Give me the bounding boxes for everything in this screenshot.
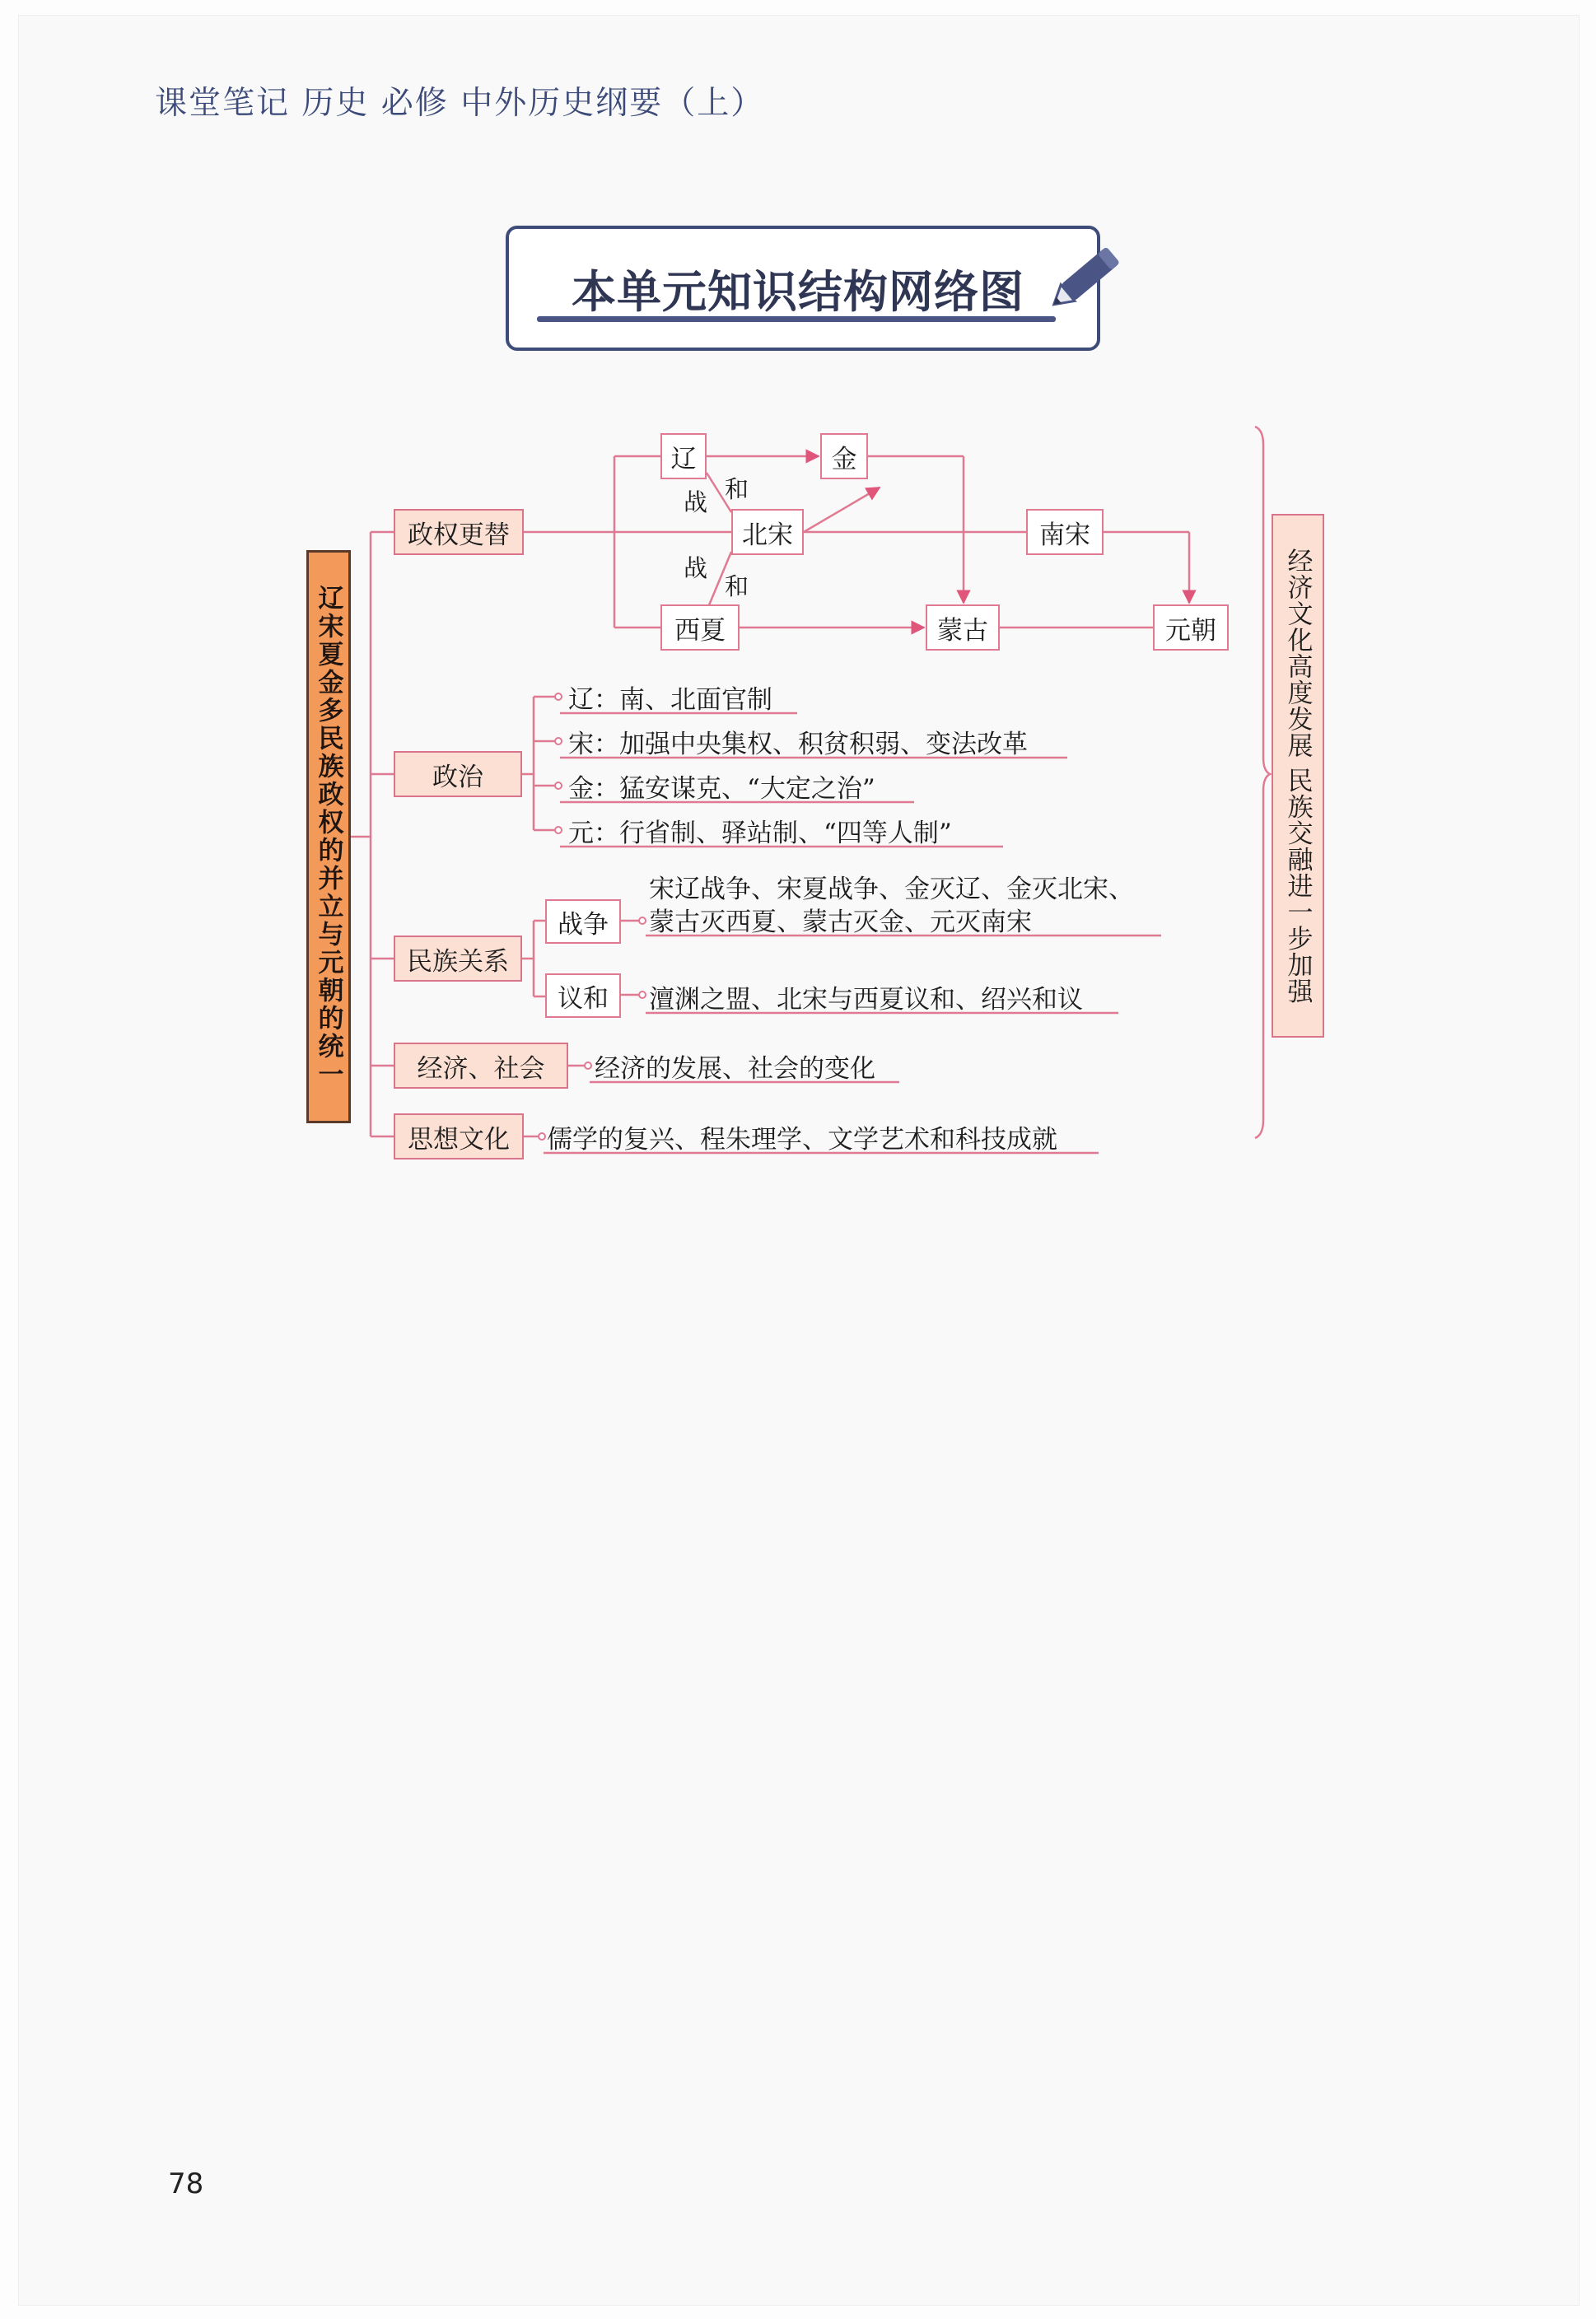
main-topic-box [306,550,351,1123]
node-liao: 辽 [660,433,707,479]
ethnic-war-text-line2: 蒙古灭西夏、蒙古灭金、元灭南宋 [649,908,1032,937]
politics-item-jin: 金：猛安谋克、“大定之治” [568,774,875,804]
economy-text: 经济的发展、社会的变化 [595,1054,875,1084]
politics-item-liao: 辽：南、北面官制 [568,685,772,715]
node-xixia: 西夏 [660,604,740,651]
ethnic-war-box: 战争 [545,899,621,944]
category-regime: 政权更替 [394,509,524,555]
ethnic-peace-box: 议和 [545,973,621,1018]
running-header: 课堂笔记 历史 必修 中外历史纲要（上） [155,85,765,122]
category-economy: 经济、社会 [394,1043,568,1089]
node-beisong: 北宋 [731,509,804,555]
node-jin: 金 [820,433,868,479]
conclusion-box [1272,514,1324,1038]
relation-war-label-1: 战 [684,488,708,516]
node-menggu: 蒙古 [926,604,1000,651]
politics-item-song: 宋：加强中央集权、积贫积弱、变法改革 [568,730,1028,759]
category-politics: 政治 [394,751,522,797]
conclusion-text: 经济文化高度发展 民族交融进一步加强 [1282,547,1313,1005]
ethnic-peace-text: 澶渊之盟、北宋与西夏议和、绍兴和议 [649,985,1083,1015]
culture-text: 儒学的复兴、程朱理学、文学艺术和科技成就 [547,1125,1057,1155]
node-nansong: 南宋 [1026,509,1104,555]
relation-peace-label-2: 和 [725,572,749,600]
politics-item-yuan: 元：行省制、驿站制、“四等人制” [568,819,952,848]
node-yuanchao: 元朝 [1153,604,1229,651]
ethnic-war-text-line1: 宋辽战争、宋夏战争、金灭辽、金灭北宋、 [649,875,1134,904]
relation-war-label-2: 战 [684,554,708,582]
relation-peace-label-1: 和 [725,475,749,503]
page-number: 78 [168,2167,204,2200]
category-culture: 思想文化 [394,1113,524,1160]
main-topic-text: 辽宋夏金多民族政权的并立与元朝的统一 [313,585,343,1089]
section-title: 本单元知识结构网络图 [572,266,1024,318]
category-ethnic: 民族关系 [394,936,522,982]
